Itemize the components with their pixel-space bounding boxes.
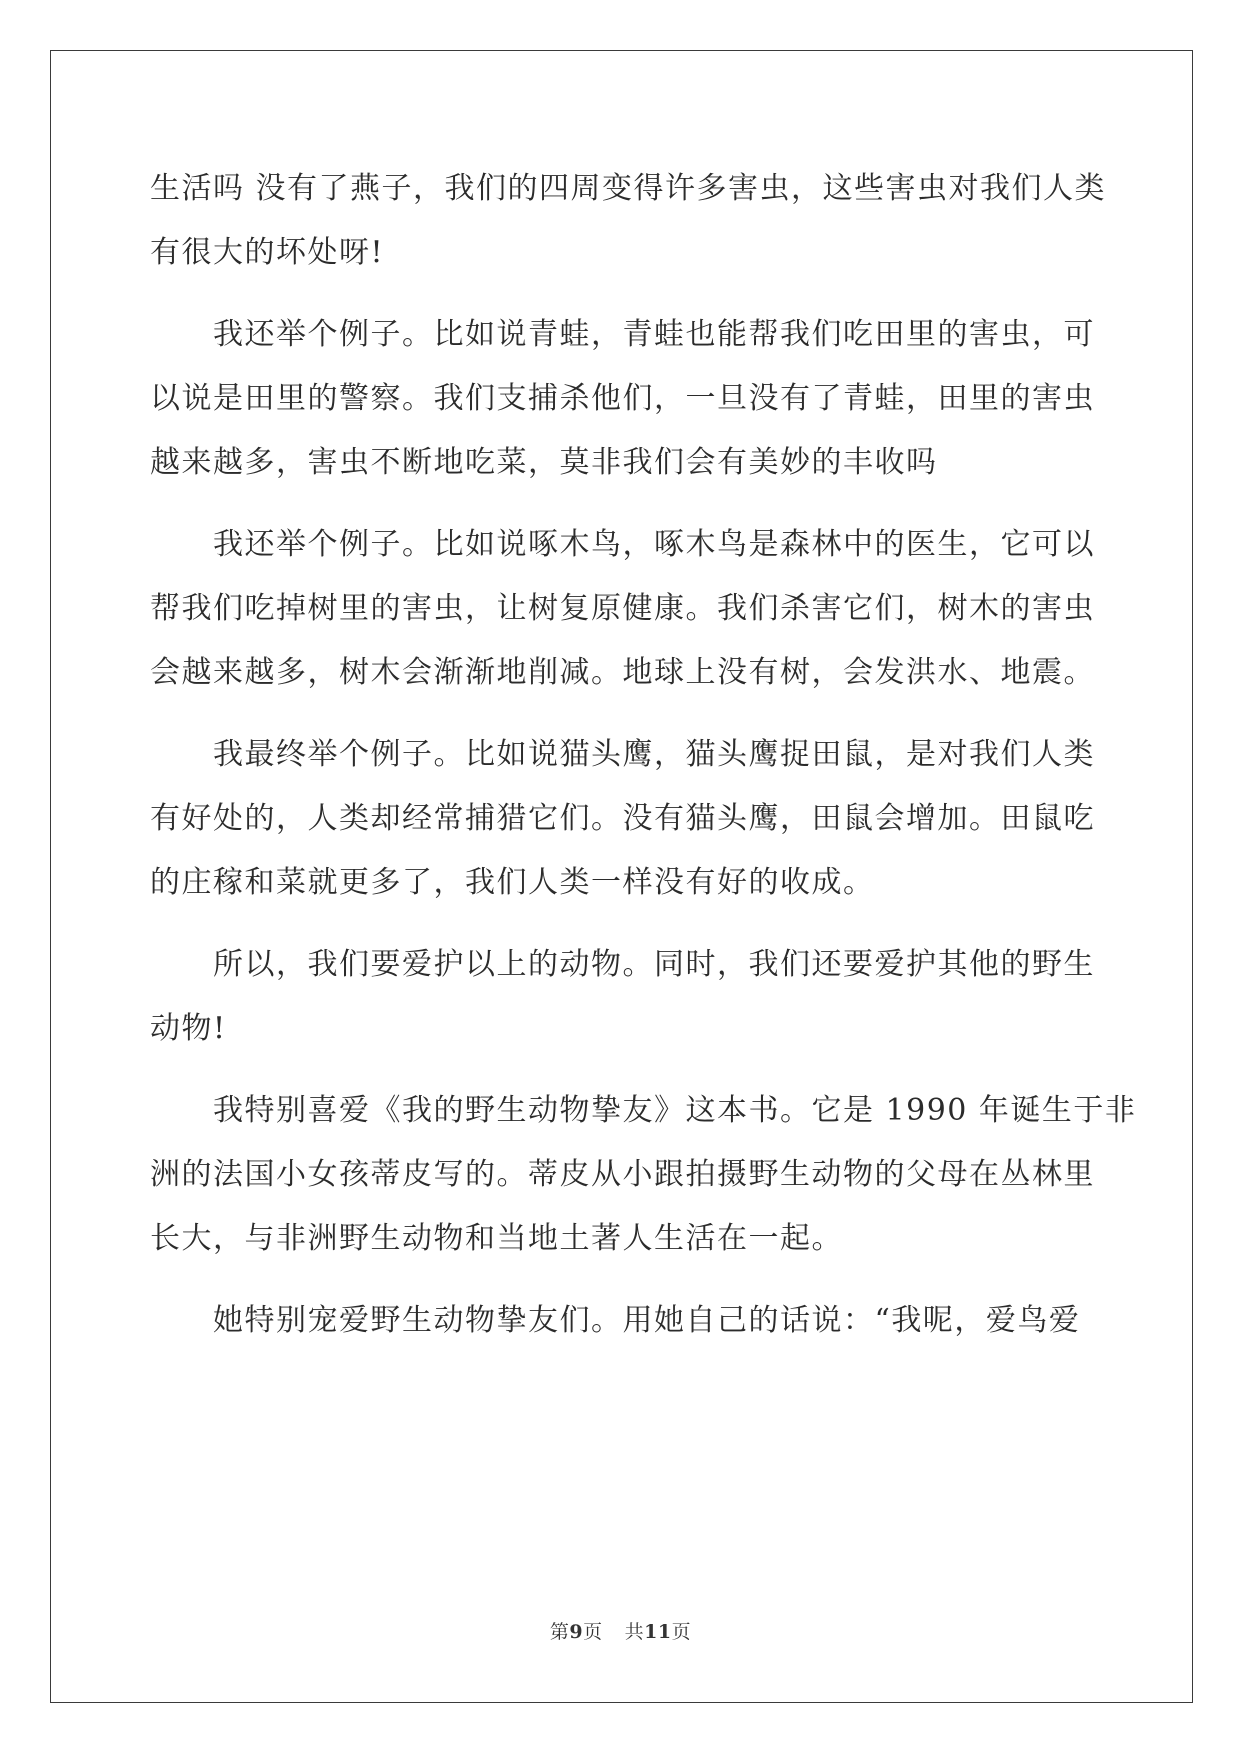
text-line: 帮我们吃掉树里的害虫，让树复原健康。我们杀害它们，树木的害虫 [150, 591, 1095, 626]
text-line: 长大，与非洲野生动物和当地土著人生活在一起。 [150, 1221, 843, 1256]
text-line: 会越来越多，树木会渐渐地削减。地球上没有树，会发洪水、地震。 [150, 655, 1095, 690]
text-line: 有好处的，人类却经常捕猎它们。没有猫头鹰，田鼠会增加。田鼠吃 [150, 801, 1095, 836]
total-prefix: 共 [624, 1621, 645, 1643]
total-unit: 页 [671, 1621, 692, 1643]
text-line: 生活吗 没有了燕子，我们的四周变得许多害虫，这些害虫对我们人类 [150, 171, 1107, 206]
text-line: 以说是田里的警察。我们支捕杀他们，一旦没有了青蛙，田里的害虫 [150, 381, 1095, 416]
text-line: 我最终举个例子。比如说猫头鹰，猫头鹰捉田鼠，是对我们人类 [150, 737, 1095, 772]
page-prefix: 第 [549, 1621, 570, 1643]
text-line: 我还举个例子。比如说啄木鸟，啄木鸟是森林中的医生，它可以 [150, 527, 1095, 562]
text-line: 洲的法国小女孩蒂皮写的。蒂皮从小跟拍摄野生动物的父母在丛林里 [150, 1157, 1095, 1192]
text-line: 我还举个例子。比如说青蛙，青蛙也能帮我们吃田里的害虫，可 [150, 317, 1095, 352]
text-line: 她特别宠爱野生动物挚友们。用她自己的话说：“我呢，爱鸟爱 [150, 1303, 1081, 1338]
text-line: 我特别喜爱《我的野生动物挚友》这本书。它是 1990 年诞生于非 [150, 1093, 1137, 1128]
text-line: 所以，我们要爱护以上的动物。同时，我们还要爱护其他的野生 [150, 947, 1095, 982]
text-line: 有很大的坏处呀! [150, 235, 385, 270]
document-body [150, 157, 1137, 1353]
text-line: 的庄稼和菜就更多了，我们人类一样没有好的收成。 [150, 865, 875, 900]
page-total: 11 [644, 1621, 672, 1643]
page-current: 9 [569, 1621, 584, 1643]
text-line: 动物! [150, 1011, 227, 1046]
page-footer [0, 1617, 1241, 1644]
text-line: 越来越多，害虫不断地吃菜，莫非我们会有美妙的丰收吗 [150, 445, 938, 480]
page-unit: 页 [583, 1621, 603, 1643]
